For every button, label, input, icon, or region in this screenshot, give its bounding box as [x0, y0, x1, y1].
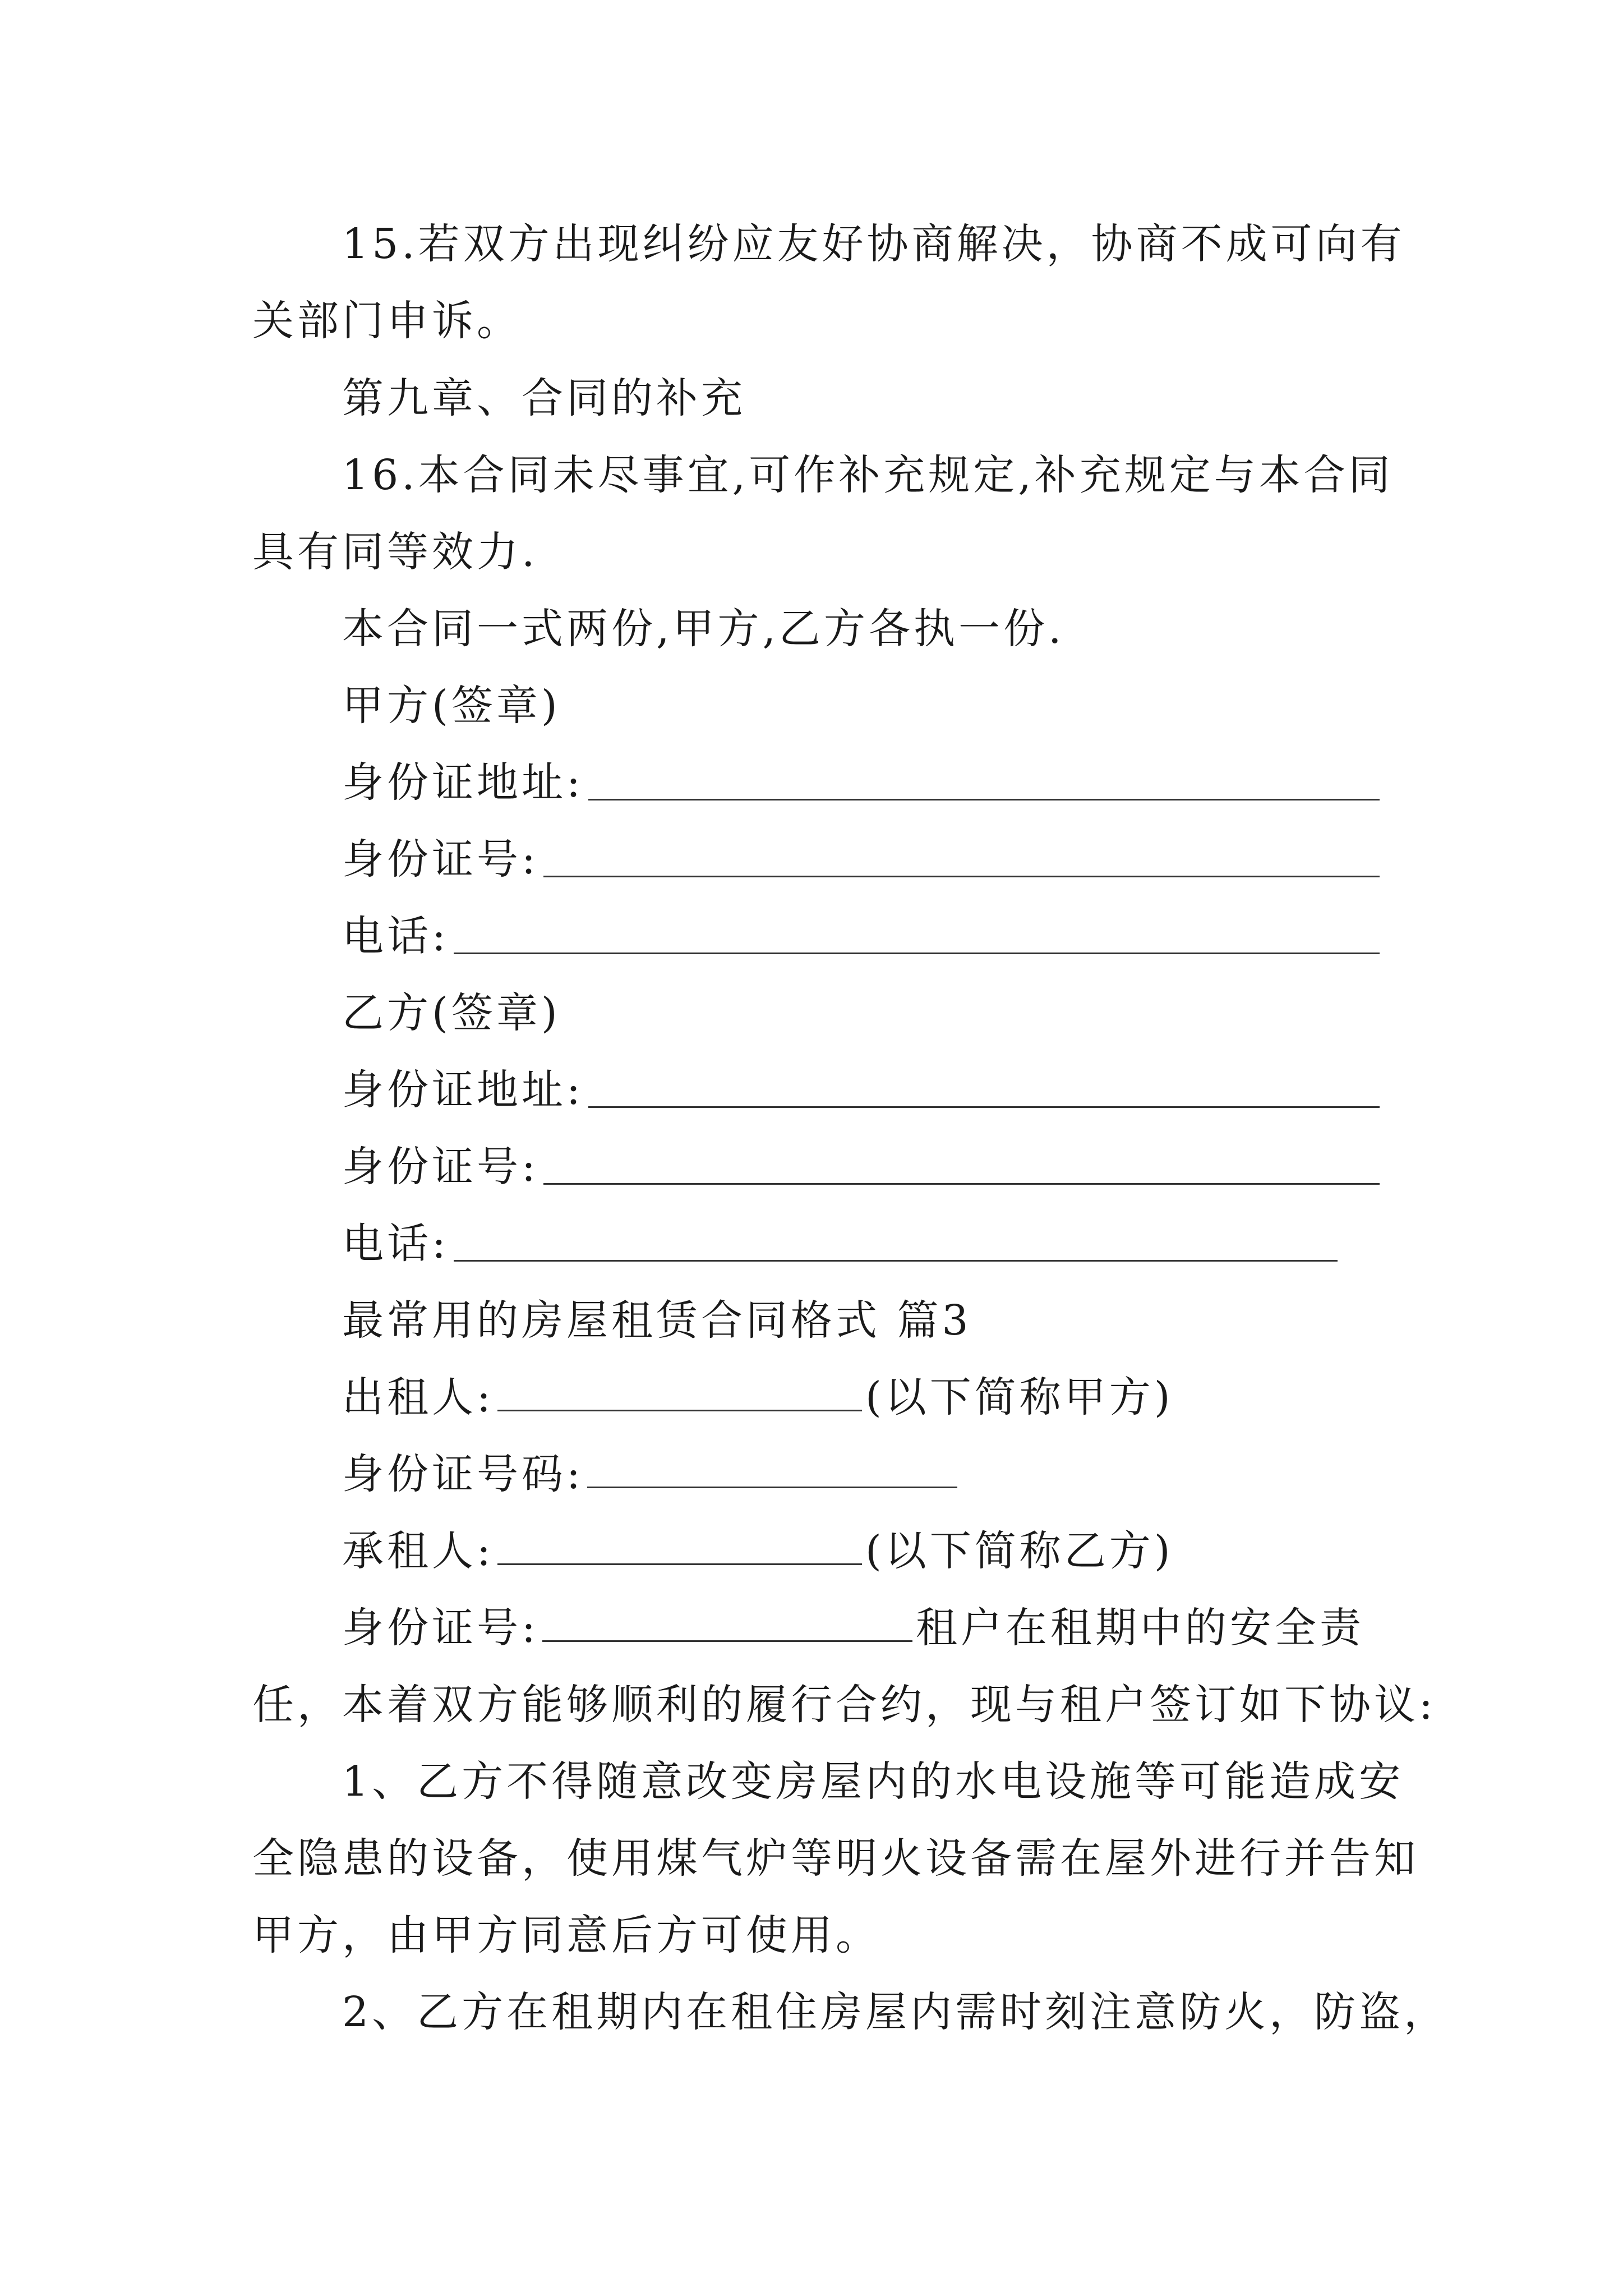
party-b-id-address-blank[interactable] [588, 1106, 1380, 1108]
lessee-label: 承租人: [342, 1527, 494, 1575]
item-2-line-1: 2、乙方在租期内在租住房屋内需时刻注意防火，防盗， [342, 1988, 1449, 2036]
party-a-id-number-field[interactable] [342, 831, 1380, 887]
lessor-id-line [342, 1446, 1380, 1502]
paragraph-16-line-2: 具有同等效力. [252, 528, 538, 576]
party-b-id-address-field[interactable] [342, 1062, 1380, 1118]
lessee-id-suffix: 租户在租期中的安全责 [915, 1604, 1364, 1652]
lessor-id-label: 身份证号码: [342, 1450, 584, 1498]
party-a-id-address-field[interactable] [342, 754, 1380, 811]
lessor-line [342, 1369, 1380, 1425]
chapter-9-heading: 第九章、合同的补充 [342, 374, 746, 422]
lessee-id-line [342, 1600, 1380, 1656]
item-1-line-3: 甲方，由甲方同意后方可使用。 [252, 1911, 880, 1959]
lessee-line [342, 1523, 1380, 1579]
party-b-phone-label: 电话: [342, 1220, 449, 1268]
party-b-id-number-label: 身份证号: [342, 1143, 539, 1191]
lessor-id-blank[interactable] [587, 1487, 957, 1488]
lessee-name-blank[interactable] [497, 1563, 862, 1565]
party-a-phone-blank[interactable] [454, 953, 1380, 954]
party-b-id-address-label: 身份证地址: [342, 1066, 584, 1114]
paragraph-15-line-2: 关部门申诉。 [252, 297, 522, 345]
party-a-id-address-label: 身份证地址: [342, 758, 584, 807]
lessor-name-blank[interactable] [497, 1410, 862, 1411]
lessee-suffix: (以下简称乙方) [865, 1527, 1174, 1575]
paragraph-16-line-1: 16.本合同未尽事宜,可作补充规定,补充规定与本合同 [342, 451, 1394, 499]
copies-statement: 本合同一式两份,甲方,乙方各执一份. [342, 605, 1065, 653]
party-b-phone-blank[interactable] [454, 1260, 1338, 1262]
lessor-label: 出租人: [342, 1373, 494, 1421]
item-1-line-2: 全隐患的设备，使用煤气炉等明火设备需在屋外进行并告知 [252, 1834, 1419, 1883]
party-b-phone-field[interactable] [342, 1216, 1338, 1272]
intro-line-2: 任，本着双方能够顺利的履行合约，现与租户签订如下协议: [252, 1681, 1436, 1729]
party-b-id-number-blank[interactable] [543, 1183, 1380, 1185]
lessee-id-blank[interactable] [542, 1640, 912, 1642]
party-a-id-address-blank[interactable] [588, 799, 1380, 800]
party-a-phone-field[interactable] [342, 908, 1380, 964]
section-3-heading: 最常用的房屋租赁合同格式 篇3 [342, 1296, 972, 1345]
party-a-title: 甲方(签章) [342, 682, 561, 730]
item-1-line-1: 1、乙方不得随意改变房屋内的水电设施等可能造成安 [342, 1757, 1404, 1806]
lessee-id-label: 身份证号: [342, 1604, 539, 1652]
paragraph-15-line-1: 15.若双方出现纠纷应友好协商解决，协商不成可向有 [342, 220, 1405, 268]
party-b-id-number-field[interactable] [342, 1139, 1380, 1195]
party-a-id-number-blank[interactable] [543, 876, 1380, 877]
lessor-suffix: (以下简称甲方) [865, 1373, 1174, 1421]
party-a-id-number-label: 身份证号: [342, 835, 539, 884]
party-b-title: 乙方(签章) [342, 989, 561, 1037]
party-a-phone-label: 电话: [342, 912, 449, 960]
